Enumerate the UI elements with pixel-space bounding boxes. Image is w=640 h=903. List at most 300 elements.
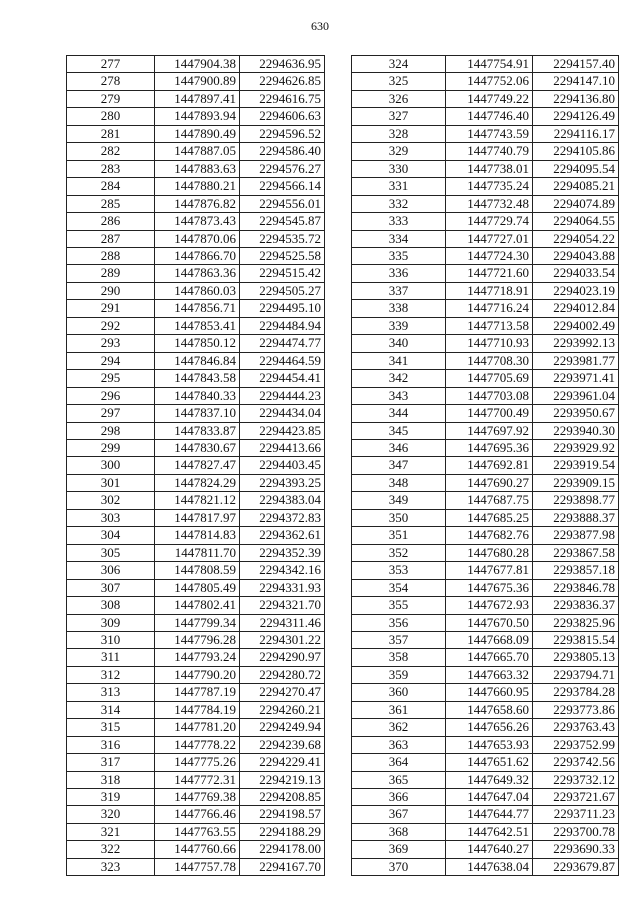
y-coordinate-cell: 2294505.27 bbox=[240, 282, 325, 299]
table-row bbox=[67, 422, 325, 439]
table-row bbox=[67, 492, 325, 509]
coordinates-table-right bbox=[351, 55, 619, 876]
table-row bbox=[352, 614, 619, 631]
table-row bbox=[67, 719, 325, 736]
y-coordinate-cell: 2294249.94 bbox=[240, 719, 325, 736]
y-coordinate-cell: 2294434.04 bbox=[240, 405, 325, 422]
table-row bbox=[352, 789, 619, 806]
x-coordinate-cell: 1447687.75 bbox=[446, 492, 533, 509]
x-coordinate-cell: 1447718.91 bbox=[446, 282, 533, 299]
point-number-cell: 286 bbox=[67, 213, 155, 230]
y-coordinate-cell: 2294198.57 bbox=[240, 806, 325, 823]
point-number-cell: 359 bbox=[352, 666, 446, 683]
x-coordinate-cell: 1447787.19 bbox=[155, 684, 240, 701]
table-row bbox=[67, 370, 325, 387]
point-number-cell: 305 bbox=[67, 544, 155, 561]
x-coordinate-cell: 1447727.01 bbox=[446, 230, 533, 247]
x-coordinate-cell: 1447775.26 bbox=[155, 754, 240, 771]
point-number-cell: 282 bbox=[67, 143, 155, 160]
point-number-cell: 336 bbox=[352, 265, 446, 282]
y-coordinate-cell: 2294454.41 bbox=[240, 370, 325, 387]
y-coordinate-cell: 2294535.72 bbox=[240, 230, 325, 247]
point-number-cell: 347 bbox=[352, 457, 446, 474]
x-coordinate-cell: 1447897.41 bbox=[155, 90, 240, 107]
y-coordinate-cell: 2293763.43 bbox=[533, 719, 619, 736]
y-coordinate-cell: 2293961.04 bbox=[533, 387, 619, 404]
table-row bbox=[352, 160, 619, 177]
table-row bbox=[67, 160, 325, 177]
point-number-cell: 355 bbox=[352, 597, 446, 614]
table-row bbox=[352, 649, 619, 666]
y-coordinate-cell: 2293825.96 bbox=[533, 614, 619, 631]
point-number-cell: 350 bbox=[352, 509, 446, 526]
y-coordinate-cell: 2293888.37 bbox=[533, 509, 619, 526]
x-coordinate-cell: 1447808.59 bbox=[155, 562, 240, 579]
table-row bbox=[67, 562, 325, 579]
page-number: 630 bbox=[311, 19, 329, 33]
y-coordinate-cell: 2294484.94 bbox=[240, 317, 325, 334]
table-row bbox=[67, 282, 325, 299]
y-coordinate-cell: 2293877.98 bbox=[533, 527, 619, 544]
x-coordinate-cell: 1447743.59 bbox=[446, 125, 533, 142]
y-coordinate-cell: 2293721.67 bbox=[533, 789, 619, 806]
x-coordinate-cell: 1447708.30 bbox=[446, 352, 533, 369]
y-coordinate-cell: 2294095.54 bbox=[533, 160, 619, 177]
table-row bbox=[67, 701, 325, 718]
y-coordinate-cell: 2293981.77 bbox=[533, 352, 619, 369]
point-number-cell: 302 bbox=[67, 492, 155, 509]
y-coordinate-cell: 2293690.33 bbox=[533, 841, 619, 858]
x-coordinate-cell: 1447830.67 bbox=[155, 439, 240, 456]
y-coordinate-cell: 2293815.54 bbox=[533, 631, 619, 648]
y-coordinate-cell: 2293679.87 bbox=[533, 858, 619, 875]
table-row bbox=[67, 474, 325, 491]
x-coordinate-cell: 1447827.47 bbox=[155, 457, 240, 474]
point-number-cell: 367 bbox=[352, 806, 446, 823]
x-coordinate-cell: 1447837.10 bbox=[155, 405, 240, 422]
y-coordinate-cell: 2294321.70 bbox=[240, 597, 325, 614]
x-coordinate-cell: 1447732.48 bbox=[446, 195, 533, 212]
y-coordinate-cell: 2293992.13 bbox=[533, 335, 619, 352]
x-coordinate-cell: 1447735.24 bbox=[446, 178, 533, 195]
table-row bbox=[67, 736, 325, 753]
point-number-cell: 330 bbox=[352, 160, 446, 177]
x-coordinate-cell: 1447677.81 bbox=[446, 562, 533, 579]
table-row bbox=[352, 317, 619, 334]
x-coordinate-cell: 1447703.08 bbox=[446, 387, 533, 404]
point-number-cell: 366 bbox=[352, 789, 446, 806]
table-row bbox=[352, 527, 619, 544]
x-coordinate-cell: 1447754.91 bbox=[446, 56, 533, 73]
point-number-cell: 360 bbox=[352, 684, 446, 701]
x-coordinate-cell: 1447656.26 bbox=[446, 719, 533, 736]
point-number-cell: 337 bbox=[352, 282, 446, 299]
point-number-cell: 313 bbox=[67, 684, 155, 701]
y-coordinate-cell: 2294576.27 bbox=[240, 160, 325, 177]
y-coordinate-cell: 2294372.83 bbox=[240, 509, 325, 526]
table-row bbox=[67, 108, 325, 125]
y-coordinate-cell: 2294105.86 bbox=[533, 143, 619, 160]
x-coordinate-cell: 1447653.93 bbox=[446, 736, 533, 753]
point-number-cell: 293 bbox=[67, 335, 155, 352]
point-number-cell: 358 bbox=[352, 649, 446, 666]
x-coordinate-cell: 1447757.78 bbox=[155, 858, 240, 875]
x-coordinate-cell: 1447672.93 bbox=[446, 597, 533, 614]
table-row bbox=[352, 492, 619, 509]
point-number-cell: 285 bbox=[67, 195, 155, 212]
point-number-cell: 277 bbox=[67, 56, 155, 73]
point-number-cell: 296 bbox=[67, 387, 155, 404]
x-coordinate-cell: 1447843.58 bbox=[155, 370, 240, 387]
table-row bbox=[352, 213, 619, 230]
coordinates-table-body bbox=[67, 56, 325, 876]
x-coordinate-cell: 1447866.70 bbox=[155, 247, 240, 264]
x-coordinate-cell: 1447793.24 bbox=[155, 649, 240, 666]
point-number-cell: 365 bbox=[352, 771, 446, 788]
x-coordinate-cell: 1447644.77 bbox=[446, 806, 533, 823]
y-coordinate-cell: 2294054.22 bbox=[533, 230, 619, 247]
table-row bbox=[67, 73, 325, 90]
y-coordinate-cell: 2293971.41 bbox=[533, 370, 619, 387]
point-number-cell: 323 bbox=[67, 858, 155, 875]
table-row bbox=[352, 579, 619, 596]
x-coordinate-cell: 1447749.22 bbox=[446, 90, 533, 107]
point-number-cell: 303 bbox=[67, 509, 155, 526]
y-coordinate-cell: 2293836.37 bbox=[533, 597, 619, 614]
table-row bbox=[352, 56, 619, 73]
y-coordinate-cell: 2294636.95 bbox=[240, 56, 325, 73]
table-row bbox=[67, 300, 325, 317]
y-coordinate-cell: 2294586.40 bbox=[240, 143, 325, 160]
point-number-cell: 312 bbox=[67, 666, 155, 683]
y-coordinate-cell: 2294626.85 bbox=[240, 73, 325, 90]
point-number-cell: 281 bbox=[67, 125, 155, 142]
x-coordinate-cell: 1447863.36 bbox=[155, 265, 240, 282]
point-number-cell: 298 bbox=[67, 422, 155, 439]
table-row bbox=[67, 858, 325, 875]
point-number-cell: 294 bbox=[67, 352, 155, 369]
y-coordinate-cell: 2293950.67 bbox=[533, 405, 619, 422]
point-number-cell: 287 bbox=[67, 230, 155, 247]
point-number-cell: 314 bbox=[67, 701, 155, 718]
y-coordinate-cell: 2294566.14 bbox=[240, 178, 325, 195]
point-number-cell: 338 bbox=[352, 300, 446, 317]
x-coordinate-cell: 1447692.81 bbox=[446, 457, 533, 474]
point-number-cell: 295 bbox=[67, 370, 155, 387]
x-coordinate-cell: 1447660.95 bbox=[446, 684, 533, 701]
table-row bbox=[352, 439, 619, 456]
x-coordinate-cell: 1447729.74 bbox=[446, 213, 533, 230]
coordinates-table-left bbox=[66, 55, 325, 876]
point-number-cell: 353 bbox=[352, 562, 446, 579]
y-coordinate-cell: 2294352.39 bbox=[240, 544, 325, 561]
table-row bbox=[352, 806, 619, 823]
x-coordinate-cell: 1447766.46 bbox=[155, 806, 240, 823]
y-coordinate-cell: 2294545.87 bbox=[240, 213, 325, 230]
point-number-cell: 311 bbox=[67, 649, 155, 666]
point-number-cell: 329 bbox=[352, 143, 446, 160]
x-coordinate-cell: 1447900.89 bbox=[155, 73, 240, 90]
table-row bbox=[352, 247, 619, 264]
point-number-cell: 288 bbox=[67, 247, 155, 264]
table-row bbox=[352, 282, 619, 299]
x-coordinate-cell: 1447638.04 bbox=[446, 858, 533, 875]
y-coordinate-cell: 2294393.25 bbox=[240, 474, 325, 491]
table-row bbox=[352, 265, 619, 282]
x-coordinate-cell: 1447814.83 bbox=[155, 527, 240, 544]
table-row bbox=[67, 754, 325, 771]
x-coordinate-cell: 1447649.32 bbox=[446, 771, 533, 788]
x-coordinate-cell: 1447665.70 bbox=[446, 649, 533, 666]
y-coordinate-cell: 2293867.58 bbox=[533, 544, 619, 561]
point-number-cell: 315 bbox=[67, 719, 155, 736]
point-number-cell: 301 bbox=[67, 474, 155, 491]
y-coordinate-cell: 2294474.77 bbox=[240, 335, 325, 352]
point-number-cell: 300 bbox=[67, 457, 155, 474]
y-coordinate-cell: 2294023.19 bbox=[533, 282, 619, 299]
x-coordinate-cell: 1447700.49 bbox=[446, 405, 533, 422]
table-row bbox=[352, 562, 619, 579]
table-row bbox=[67, 649, 325, 666]
x-coordinate-cell: 1447680.28 bbox=[446, 544, 533, 561]
x-coordinate-cell: 1447697.92 bbox=[446, 422, 533, 439]
y-coordinate-cell: 2294444.23 bbox=[240, 387, 325, 404]
point-number-cell: 284 bbox=[67, 178, 155, 195]
point-number-cell: 297 bbox=[67, 405, 155, 422]
x-coordinate-cell: 1447824.29 bbox=[155, 474, 240, 491]
x-coordinate-cell: 1447769.38 bbox=[155, 789, 240, 806]
y-coordinate-cell: 2293857.18 bbox=[533, 562, 619, 579]
point-number-cell: 335 bbox=[352, 247, 446, 264]
point-number-cell: 325 bbox=[352, 73, 446, 90]
point-number-cell: 356 bbox=[352, 614, 446, 631]
table-row bbox=[352, 195, 619, 212]
table-row bbox=[67, 841, 325, 858]
table-row bbox=[67, 439, 325, 456]
x-coordinate-cell: 1447887.05 bbox=[155, 143, 240, 160]
table-row bbox=[67, 56, 325, 73]
x-coordinate-cell: 1447642.51 bbox=[446, 823, 533, 840]
y-coordinate-cell: 2294043.88 bbox=[533, 247, 619, 264]
point-number-cell: 292 bbox=[67, 317, 155, 334]
x-coordinate-cell: 1447850.12 bbox=[155, 335, 240, 352]
y-coordinate-cell: 2294116.17 bbox=[533, 125, 619, 142]
table-row bbox=[352, 73, 619, 90]
table-row bbox=[352, 736, 619, 753]
x-coordinate-cell: 1447685.25 bbox=[446, 509, 533, 526]
x-coordinate-cell: 1447802.41 bbox=[155, 597, 240, 614]
table-row bbox=[352, 125, 619, 142]
point-number-cell: 291 bbox=[67, 300, 155, 317]
x-coordinate-cell: 1447640.27 bbox=[446, 841, 533, 858]
table-row bbox=[352, 178, 619, 195]
point-number-cell: 354 bbox=[352, 579, 446, 596]
point-number-cell: 343 bbox=[352, 387, 446, 404]
point-number-cell: 318 bbox=[67, 771, 155, 788]
x-coordinate-cell: 1447695.36 bbox=[446, 439, 533, 456]
x-coordinate-cell: 1447668.09 bbox=[446, 631, 533, 648]
point-number-cell: 310 bbox=[67, 631, 155, 648]
y-coordinate-cell: 2293732.12 bbox=[533, 771, 619, 788]
table-row bbox=[67, 143, 325, 160]
y-coordinate-cell: 2294270.47 bbox=[240, 684, 325, 701]
y-coordinate-cell: 2294178.00 bbox=[240, 841, 325, 858]
point-number-cell: 332 bbox=[352, 195, 446, 212]
y-coordinate-cell: 2294188.29 bbox=[240, 823, 325, 840]
point-number-cell: 333 bbox=[352, 213, 446, 230]
y-coordinate-cell: 2294219.13 bbox=[240, 771, 325, 788]
y-coordinate-cell: 2294157.40 bbox=[533, 56, 619, 73]
x-coordinate-cell: 1447746.40 bbox=[446, 108, 533, 125]
point-number-cell: 331 bbox=[352, 178, 446, 195]
point-number-cell: 368 bbox=[352, 823, 446, 840]
x-coordinate-cell: 1447853.41 bbox=[155, 317, 240, 334]
table-row bbox=[352, 370, 619, 387]
x-coordinate-cell: 1447778.22 bbox=[155, 736, 240, 753]
y-coordinate-cell: 2293711.23 bbox=[533, 806, 619, 823]
x-coordinate-cell: 1447658.60 bbox=[446, 701, 533, 718]
point-number-cell: 370 bbox=[352, 858, 446, 875]
y-coordinate-cell: 2294606.63 bbox=[240, 108, 325, 125]
y-coordinate-cell: 2294311.46 bbox=[240, 614, 325, 631]
y-coordinate-cell: 2293784.28 bbox=[533, 684, 619, 701]
x-coordinate-cell: 1447799.34 bbox=[155, 614, 240, 631]
table-row bbox=[67, 527, 325, 544]
y-coordinate-cell: 2294525.58 bbox=[240, 247, 325, 264]
table-row bbox=[67, 90, 325, 107]
point-number-cell: 278 bbox=[67, 73, 155, 90]
y-coordinate-cell: 2294002.49 bbox=[533, 317, 619, 334]
point-number-cell: 321 bbox=[67, 823, 155, 840]
x-coordinate-cell: 1447817.97 bbox=[155, 509, 240, 526]
table-row bbox=[67, 509, 325, 526]
x-coordinate-cell: 1447876.82 bbox=[155, 195, 240, 212]
y-coordinate-cell: 2293773.86 bbox=[533, 701, 619, 718]
x-coordinate-cell: 1447873.43 bbox=[155, 213, 240, 230]
point-number-cell: 324 bbox=[352, 56, 446, 73]
y-coordinate-cell: 2294167.70 bbox=[240, 858, 325, 875]
table-row bbox=[352, 544, 619, 561]
point-number-cell: 307 bbox=[67, 579, 155, 596]
table-row bbox=[67, 352, 325, 369]
point-number-cell: 328 bbox=[352, 125, 446, 142]
table-row bbox=[352, 300, 619, 317]
x-coordinate-cell: 1447833.87 bbox=[155, 422, 240, 439]
table-row bbox=[67, 597, 325, 614]
table-row bbox=[352, 108, 619, 125]
x-coordinate-cell: 1447904.38 bbox=[155, 56, 240, 73]
coordinates-table-body bbox=[352, 56, 619, 876]
table-row bbox=[67, 195, 325, 212]
x-coordinate-cell: 1447772.31 bbox=[155, 771, 240, 788]
y-coordinate-cell: 2294413.66 bbox=[240, 439, 325, 456]
table-row bbox=[352, 701, 619, 718]
x-coordinate-cell: 1447883.63 bbox=[155, 160, 240, 177]
point-number-cell: 279 bbox=[67, 90, 155, 107]
x-coordinate-cell: 1447690.27 bbox=[446, 474, 533, 491]
x-coordinate-cell: 1447805.49 bbox=[155, 579, 240, 596]
table-row bbox=[352, 823, 619, 840]
y-coordinate-cell: 2293919.54 bbox=[533, 457, 619, 474]
point-number-cell: 299 bbox=[67, 439, 155, 456]
table-row bbox=[67, 771, 325, 788]
x-coordinate-cell: 1447740.79 bbox=[446, 143, 533, 160]
table-row bbox=[352, 143, 619, 160]
table-row bbox=[67, 823, 325, 840]
y-coordinate-cell: 2294074.89 bbox=[533, 195, 619, 212]
point-number-cell: 319 bbox=[67, 789, 155, 806]
y-coordinate-cell: 2294342.16 bbox=[240, 562, 325, 579]
point-number-cell: 327 bbox=[352, 108, 446, 125]
y-coordinate-cell: 2294147.10 bbox=[533, 73, 619, 90]
x-coordinate-cell: 1447710.93 bbox=[446, 335, 533, 352]
y-coordinate-cell: 2294229.41 bbox=[240, 754, 325, 771]
y-coordinate-cell: 2294383.04 bbox=[240, 492, 325, 509]
table-row bbox=[352, 858, 619, 875]
x-coordinate-cell: 1447781.20 bbox=[155, 719, 240, 736]
y-coordinate-cell: 2294012.84 bbox=[533, 300, 619, 317]
point-number-cell: 340 bbox=[352, 335, 446, 352]
point-number-cell: 363 bbox=[352, 736, 446, 753]
table-row bbox=[352, 754, 619, 771]
y-coordinate-cell: 2294495.10 bbox=[240, 300, 325, 317]
x-coordinate-cell: 1447675.36 bbox=[446, 579, 533, 596]
point-number-cell: 348 bbox=[352, 474, 446, 491]
table-row bbox=[67, 178, 325, 195]
point-number-cell: 352 bbox=[352, 544, 446, 561]
y-coordinate-cell: 2294239.68 bbox=[240, 736, 325, 753]
table-row bbox=[67, 544, 325, 561]
y-coordinate-cell: 2293805.13 bbox=[533, 649, 619, 666]
point-number-cell: 320 bbox=[67, 806, 155, 823]
point-number-cell: 351 bbox=[352, 527, 446, 544]
point-number-cell: 306 bbox=[67, 562, 155, 579]
y-coordinate-cell: 2293752.99 bbox=[533, 736, 619, 753]
y-coordinate-cell: 2294362.61 bbox=[240, 527, 325, 544]
point-number-cell: 349 bbox=[352, 492, 446, 509]
x-coordinate-cell: 1447790.20 bbox=[155, 666, 240, 683]
table-row bbox=[67, 125, 325, 142]
x-coordinate-cell: 1447721.60 bbox=[446, 265, 533, 282]
table-row bbox=[67, 405, 325, 422]
table-row bbox=[352, 335, 619, 352]
table-row bbox=[67, 789, 325, 806]
y-coordinate-cell: 2293909.15 bbox=[533, 474, 619, 491]
x-coordinate-cell: 1447856.71 bbox=[155, 300, 240, 317]
x-coordinate-cell: 1447752.06 bbox=[446, 73, 533, 90]
x-coordinate-cell: 1447893.94 bbox=[155, 108, 240, 125]
point-number-cell: 290 bbox=[67, 282, 155, 299]
y-coordinate-cell: 2294208.85 bbox=[240, 789, 325, 806]
y-coordinate-cell: 2294331.93 bbox=[240, 579, 325, 596]
x-coordinate-cell: 1447738.01 bbox=[446, 160, 533, 177]
table-row bbox=[67, 247, 325, 264]
y-coordinate-cell: 2294301.22 bbox=[240, 631, 325, 648]
point-number-cell: 322 bbox=[67, 841, 155, 858]
x-coordinate-cell: 1447682.76 bbox=[446, 527, 533, 544]
point-number-cell: 309 bbox=[67, 614, 155, 631]
y-coordinate-cell: 2294403.45 bbox=[240, 457, 325, 474]
point-number-cell: 342 bbox=[352, 370, 446, 387]
y-coordinate-cell: 2294464.59 bbox=[240, 352, 325, 369]
table-row bbox=[67, 614, 325, 631]
point-number-cell: 341 bbox=[352, 352, 446, 369]
x-coordinate-cell: 1447724.30 bbox=[446, 247, 533, 264]
x-coordinate-cell: 1447760.66 bbox=[155, 841, 240, 858]
x-coordinate-cell: 1447651.62 bbox=[446, 754, 533, 771]
point-number-cell: 316 bbox=[67, 736, 155, 753]
x-coordinate-cell: 1447663.32 bbox=[446, 666, 533, 683]
